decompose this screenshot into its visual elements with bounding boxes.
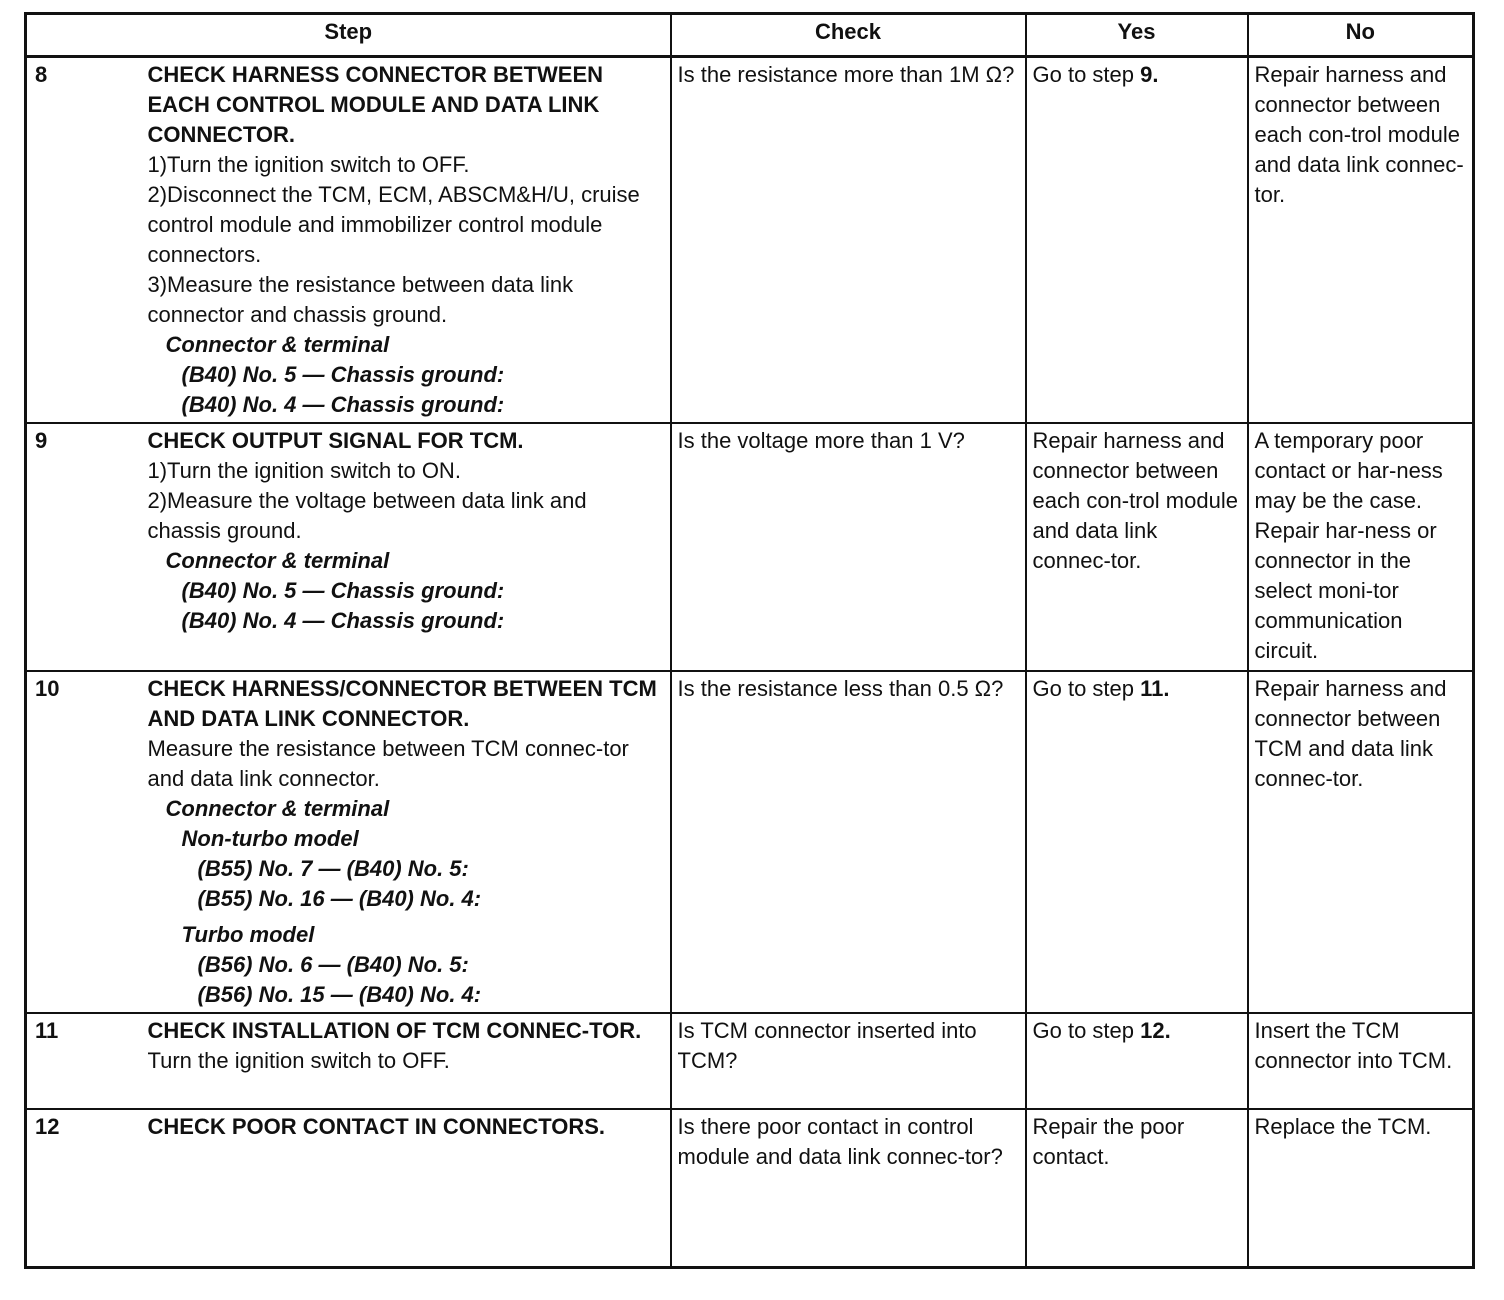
step-number — [26, 57, 146, 424]
header-row — [26, 14, 1474, 57]
terminal-spec: (B40) No. 5 — Chassis ground: — [181, 362, 505, 387]
header-check: Check — [671, 14, 1026, 57]
step-title: CHECK HARNESS/CONNECTOR BETWEEN TCM AND DATA LINK CONNECTOR. — [147, 676, 657, 731]
yes-prefix: Go to step — [1032, 676, 1141, 701]
yes-step-link: 12. — [1140, 1018, 1171, 1043]
header-yes: Yes — [1026, 14, 1248, 57]
terminal-spec: (B40) No. 4 — Chassis ground: — [181, 608, 505, 633]
step-title: CHECK HARNESS CONNECTOR BETWEEN EACH CONTROL MODULE AND DATA LINK CONNECTOR. — [147, 62, 604, 147]
step-number-text: 12 — [35, 1114, 60, 1139]
step-number-text: 11 — [35, 1018, 59, 1043]
step-title: CHECK POOR CONTACT IN CONNECTORS. — [147, 1114, 606, 1139]
turbo-label: Turbo model — [181, 922, 315, 947]
check-cell: Is TCM connector inserted into TCM? — [671, 1013, 1026, 1109]
instruction: Turn the ignition switch to OFF. — [147, 1048, 450, 1073]
terminal-spec: (B55) No. 16 — (B40) No. 4: — [197, 886, 482, 911]
table-row — [26, 1013, 1474, 1109]
no-cell: Repair harness and connector between TCM and data link connec-tor. — [1248, 671, 1474, 1013]
terminal-spec: (B56) No. 6 — (B40) No. 5: — [197, 952, 469, 977]
table-row — [26, 423, 1474, 671]
instruction: 3)Measure the resistance between data link connector and chassis ground. — [147, 272, 574, 327]
instruction: 2)Measure the voltage between data link and chassis ground. — [147, 488, 587, 543]
connector-terminal-label: Connector & terminal — [165, 796, 390, 821]
yes-cell — [1026, 57, 1248, 424]
step-number-text: 8 — [35, 62, 48, 87]
step-title: CHECK INSTALLATION OF TCM CONNEC-TOR. — [147, 1018, 642, 1043]
terminal-spec: (B55) No. 7 — (B40) No. 5: — [197, 856, 469, 881]
table-row — [26, 1109, 1474, 1267]
yes-cell: Repair harness and connector between each con-trol module and data link connec-tor. — [1026, 423, 1248, 671]
step-number — [26, 671, 146, 1013]
yes-step-link: 11. — [1140, 676, 1170, 701]
check-cell: Is the resistance more than 1M Ω? — [671, 57, 1026, 424]
check-cell: Is the resistance less than 0.5 Ω? — [671, 671, 1026, 1013]
instruction: 1)Turn the ignition switch to ON. — [147, 458, 461, 483]
instruction: Measure the resistance between TCM connec-tor and data link connector. — [147, 736, 629, 791]
no-cell: A temporary poor contact or har-ness may be the case. Repair har-ness or connector in the select moni-tor communication circuit. — [1248, 423, 1474, 671]
table-row — [26, 57, 1474, 424]
yes-cell: Repair the poor contact. — [1026, 1109, 1248, 1267]
step-number-text: 10 — [35, 676, 60, 701]
check-cell: Is there poor contact in control module and data link connec-tor? — [671, 1109, 1026, 1267]
step-number — [26, 1109, 146, 1267]
step-description — [146, 1109, 671, 1267]
table-row — [26, 671, 1474, 1013]
yes-prefix: Go to step — [1032, 62, 1141, 87]
header-step: Step — [26, 14, 671, 57]
diagnostic-table — [24, 12, 1475, 1269]
step-number — [26, 1013, 146, 1109]
step-title: CHECK OUTPUT SIGNAL FOR TCM. — [147, 428, 524, 453]
connector-terminal-label: Connector & terminal — [165, 332, 390, 357]
instruction: 2)Disconnect the TCM, ECM, ABSCM&H/U, cruise control module and immobilizer control module connectors. — [147, 182, 640, 267]
yes-step-link: 9. — [1140, 62, 1159, 87]
non-turbo-label: Non-turbo model — [181, 826, 359, 851]
step-description — [146, 1013, 671, 1109]
yes-prefix: Go to step — [1032, 1018, 1141, 1043]
terminal-spec: (B40) No. 4 — Chassis ground: — [181, 392, 505, 417]
no-cell: Replace the TCM. — [1248, 1109, 1474, 1267]
step-number-text: 9 — [35, 428, 48, 453]
terminal-spec: (B40) No. 5 — Chassis ground: — [181, 578, 505, 603]
step-description — [146, 57, 671, 424]
no-cell: Insert the TCM connector into TCM. — [1248, 1013, 1474, 1109]
instruction: 1)Turn the ignition switch to OFF. — [147, 152, 470, 177]
no-cell: Repair harness and connector between each con-trol module and data link connec-tor. — [1248, 57, 1474, 424]
yes-cell — [1026, 671, 1248, 1013]
yes-cell — [1026, 1013, 1248, 1109]
header-no: No — [1248, 14, 1474, 57]
terminal-spec: (B56) No. 15 — (B40) No. 4: — [197, 982, 482, 1007]
connector-terminal-label: Connector & terminal — [165, 548, 390, 573]
check-cell: Is the voltage more than 1 V? — [671, 423, 1026, 671]
step-description — [146, 671, 671, 1013]
step-description — [146, 423, 671, 671]
step-number — [26, 423, 146, 671]
